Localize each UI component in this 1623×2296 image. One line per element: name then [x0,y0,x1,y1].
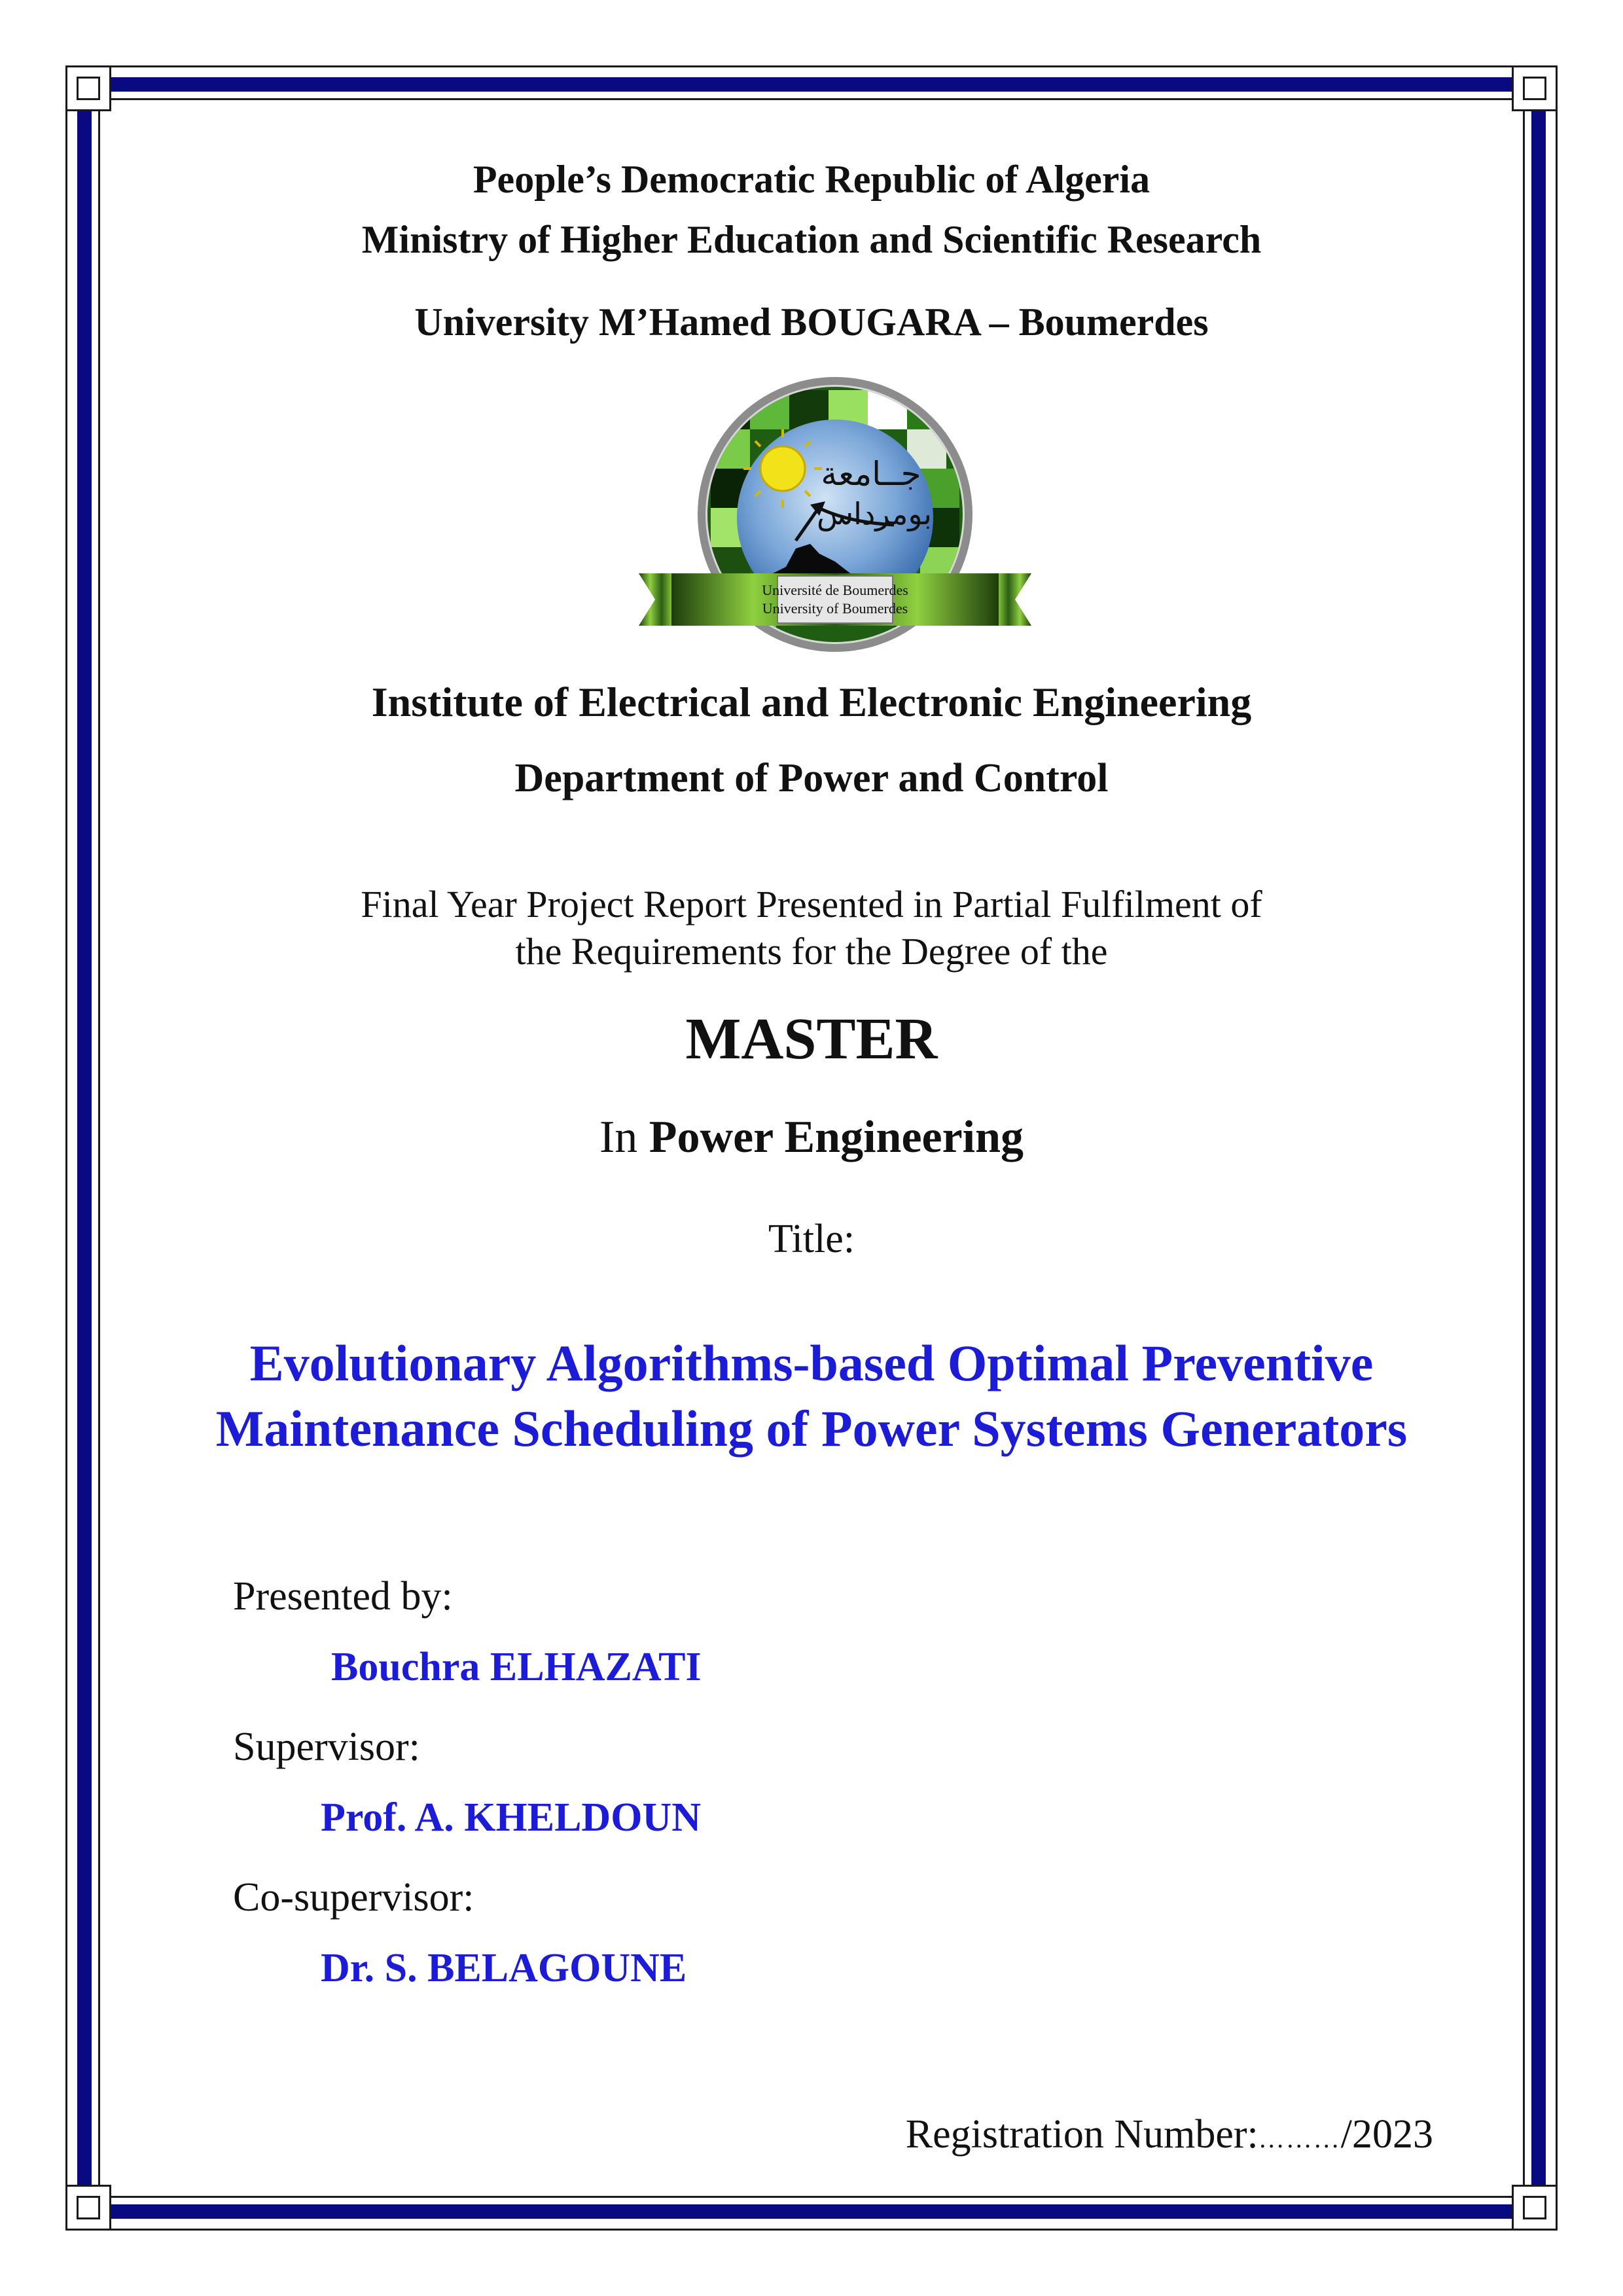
frame-corner-ornament [1512,2185,1558,2231]
supervisor-label: Supervisor: [233,1725,420,1769]
intro-line-1: Final Year Project Report Presented in Partial Fulfilment of [361,883,1262,925]
frame-corner-ornament [65,65,111,111]
supervisor-name: Prof. A. KHELDOUN [321,1795,701,1840]
presented-by-label: Presented by: [233,1574,453,1619]
frame-corner-ornament [1512,65,1558,111]
registration-number [906,2111,1433,2158]
university-name: University M’Hamed BOUGARA – Boumerdes [414,300,1209,344]
registration-year: /2023 [1340,2112,1433,2157]
degree-field-prefix: In [599,1112,638,1162]
registration-label: Registration Number: [905,2112,1258,2157]
thesis-title-line-1: Evolutionary Algorithms-based Optimal Preventive [249,1335,1374,1391]
thesis-title-line-2: Maintenance Scheduling of Power Systems Generators [215,1400,1408,1457]
degree-title: MASTER [685,1007,938,1071]
university-logo [639,377,1031,665]
logo-banner-french: Université de Boumerdes [762,582,908,598]
title-label: Title: [768,1217,855,1261]
country-name: People’s Democratic Republic of Algeria [473,158,1150,201]
institute-name: Institute of Electrical and Electronic Engineering [371,679,1252,725]
degree-field-name: Power Engineering [649,1112,1024,1162]
registration-dots: ……… [1258,2124,1341,2153]
student-name: Bouchra ELHAZATI [331,1645,702,1689]
logo-arabic-line1: جــامعة [821,455,921,493]
cosupervisor-name: Dr. S. BELAGOUNE [321,1946,687,1990]
frame-corner-ornament [65,2185,111,2231]
cosupervisor-label: Co-supervisor: [233,1875,474,1920]
intro-line-2: the Requirements for the Degree of the [515,930,1108,973]
department-name: Department of Power and Control [514,756,1109,800]
degree-field [0,1111,1623,1164]
ministry-name: Ministry of Higher Education and Scientific Research [361,218,1262,261]
logo-arabic-line2: بومرداس [816,496,933,531]
logo-banner-english: University of Boumerdes [762,600,908,617]
